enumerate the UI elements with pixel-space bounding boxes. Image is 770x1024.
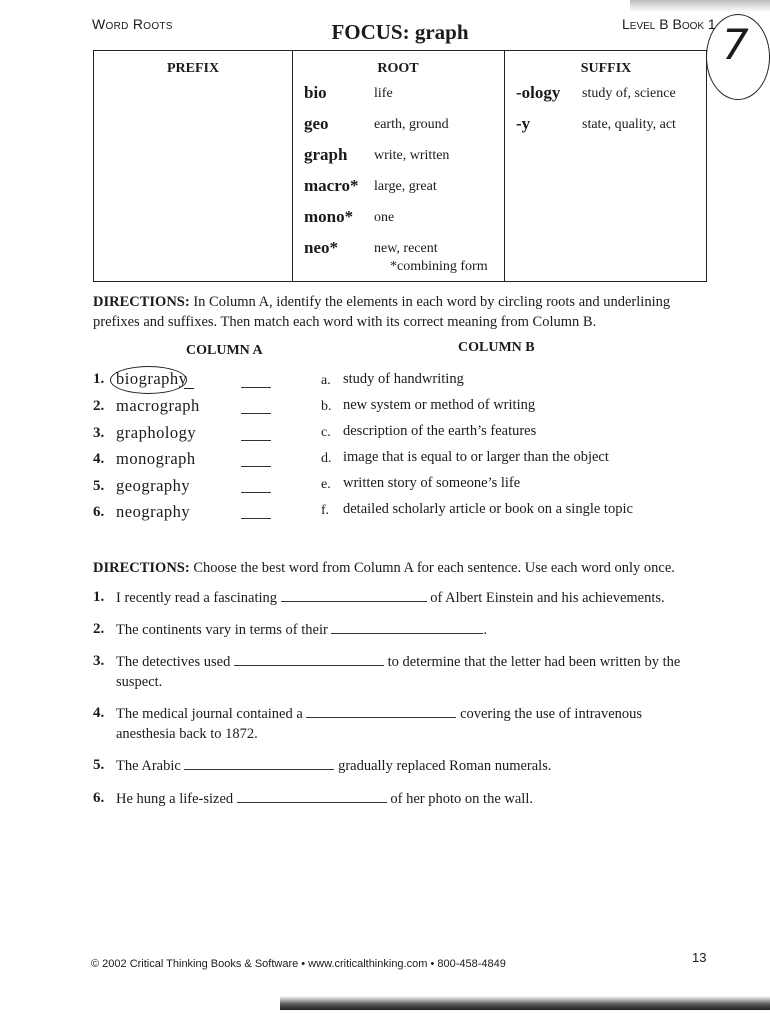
item-number: 6.	[93, 504, 105, 520]
answer-blank[interactable]	[241, 387, 271, 388]
sentence-text: suspect.	[116, 674, 163, 690]
answer-blank[interactable]	[237, 790, 387, 803]
sentence-number: 1.	[93, 589, 105, 605]
sentence-number: 2.	[93, 621, 105, 637]
item-number: 5.	[93, 478, 105, 494]
answer-blank[interactable]	[331, 621, 483, 634]
column-a-word: macrograph	[116, 396, 200, 415]
page-number: 13	[692, 950, 707, 965]
suffix-meaning: state, quality, act	[582, 117, 676, 132]
column-b-meaning: image that is equal to or larger than the object	[343, 449, 609, 465]
directions-text: Choose the best word from Column A for each sentence. Use each word only once.	[193, 560, 675, 576]
answer-blank[interactable]	[241, 413, 271, 414]
column-a-word: graphology	[116, 423, 197, 442]
root-meaning: one	[374, 210, 395, 225]
root-meaning: life	[374, 86, 393, 101]
sentence-text: of her photo on the wall.	[390, 791, 533, 807]
sentence-text: anesthesia back to 1872.	[116, 726, 258, 742]
item-number: 2.	[93, 398, 105, 414]
column-b-letter: a.	[321, 373, 331, 388]
root-header: ROOT	[377, 61, 419, 76]
sentence-text: gradually replaced Roman numerals.	[338, 758, 552, 774]
column-a-word: neography	[116, 502, 191, 521]
column-divider	[504, 51, 505, 281]
prefix-header: PREFIX	[166, 61, 220, 76]
sentence-text: to determine that the letter had been written by the	[387, 654, 681, 670]
column-b-meaning: detailed scholarly article or book on a single topic	[343, 501, 633, 517]
sentence-text: The Arabic	[116, 758, 181, 774]
directions-text: In Column A, identify the elements in each word by circling roots and underlining prefixes and suffixes. Then match each word with its correct meaning from Column B.	[93, 294, 671, 330]
root-meaning: large, great	[374, 179, 437, 194]
column-b-meaning: study of handwriting	[343, 371, 464, 387]
sentence-number: 5.	[93, 757, 105, 773]
answer-blank[interactable]	[241, 492, 271, 493]
column-a-word: monograph	[116, 449, 196, 468]
sentence-text: covering the use of intravenous	[460, 706, 643, 722]
column-b-letter: b.	[321, 399, 332, 414]
roots-table	[93, 50, 707, 282]
root-word: neo*	[304, 238, 338, 257]
sentence-5	[116, 756, 551, 776]
sentence-2	[116, 620, 487, 640]
column-a-word: biography	[116, 369, 188, 388]
directions-sentences	[93, 558, 705, 578]
suffix-meaning: study of, science	[582, 86, 676, 101]
column-b-letter: e.	[321, 477, 331, 492]
sentence-3	[116, 652, 706, 692]
scan-edge-shadow	[280, 996, 770, 1010]
sentence-4	[116, 704, 706, 744]
column-b-heading: COLUMN B	[458, 340, 535, 355]
handwritten-root-circle	[110, 366, 187, 394]
answer-blank[interactable]	[281, 589, 427, 602]
suffix-word: -y	[516, 114, 531, 133]
item-number: 3.	[93, 425, 105, 441]
answer-blank[interactable]	[306, 705, 456, 718]
page-title: FOCUS: graph	[331, 20, 469, 44]
answer-blank[interactable]	[184, 757, 334, 770]
directions-label: DIRECTIONS:	[93, 294, 190, 310]
book-series-label: Word Roots	[92, 16, 173, 32]
sentence-number: 4.	[93, 705, 105, 721]
item-number: 1.	[93, 371, 105, 387]
column-a-heading: COLUMN A	[186, 343, 263, 358]
sentence-number: 3.	[93, 653, 105, 669]
column-b-letter: c.	[321, 425, 331, 440]
sentence-1	[116, 588, 665, 608]
answer-blank[interactable]	[241, 518, 271, 519]
root-word: mono*	[304, 207, 354, 226]
copyright-footer: © 2002 Critical Thinking Books & Software • www.criticalthinking.com • 800-458-4849	[91, 958, 506, 970]
column-b-meaning: written story of someone’s life	[343, 475, 521, 491]
root-meaning: earth, ground	[374, 117, 449, 132]
sentence-text: I recently read a fascinating	[116, 590, 278, 606]
column-divider	[292, 51, 293, 281]
directions-label: DIRECTIONS:	[93, 560, 190, 576]
level-label: Level B Book 1	[622, 16, 716, 32]
handwritten-suffix-underline	[184, 388, 194, 389]
column-b-meaning: new system or method of writing	[343, 397, 536, 413]
suffix-word: -ology	[516, 83, 561, 102]
sentence-text: of Albert Einstein and his achievements.	[430, 590, 665, 606]
column-b-letter: f.	[321, 503, 330, 518]
answer-blank[interactable]	[241, 440, 271, 441]
combining-form-footnote: *combining form	[390, 259, 488, 274]
root-meaning: new, recent	[374, 241, 438, 256]
scan-edge-shadow	[630, 0, 770, 12]
sentence-number: 6.	[93, 790, 105, 806]
item-number: 4.	[93, 451, 105, 467]
column-a-word: geography	[116, 476, 191, 495]
sentence-text: .	[483, 622, 488, 638]
sentence-text: The continents vary in terms of their	[116, 622, 328, 638]
column-b-meaning: description of the earth’s features	[343, 423, 537, 439]
root-meaning: write, written	[374, 148, 450, 163]
suffix-header: SUFFIX	[580, 61, 632, 76]
answer-blank[interactable]	[241, 466, 271, 467]
handwritten-score: 7	[722, 20, 749, 69]
sentence-6	[116, 789, 533, 809]
directions-matching	[93, 292, 705, 332]
root-word: graph	[304, 145, 348, 164]
sentence-text: The medical journal contained a	[116, 706, 303, 722]
column-b-letter: d.	[321, 451, 332, 466]
root-word: geo	[304, 114, 329, 133]
sentence-text: The detectives used	[116, 654, 231, 670]
sentence-text: He hung a life-sized	[116, 791, 234, 807]
root-word: macro*	[304, 176, 359, 195]
answer-blank[interactable]	[234, 653, 384, 666]
root-word: bio	[304, 83, 327, 102]
